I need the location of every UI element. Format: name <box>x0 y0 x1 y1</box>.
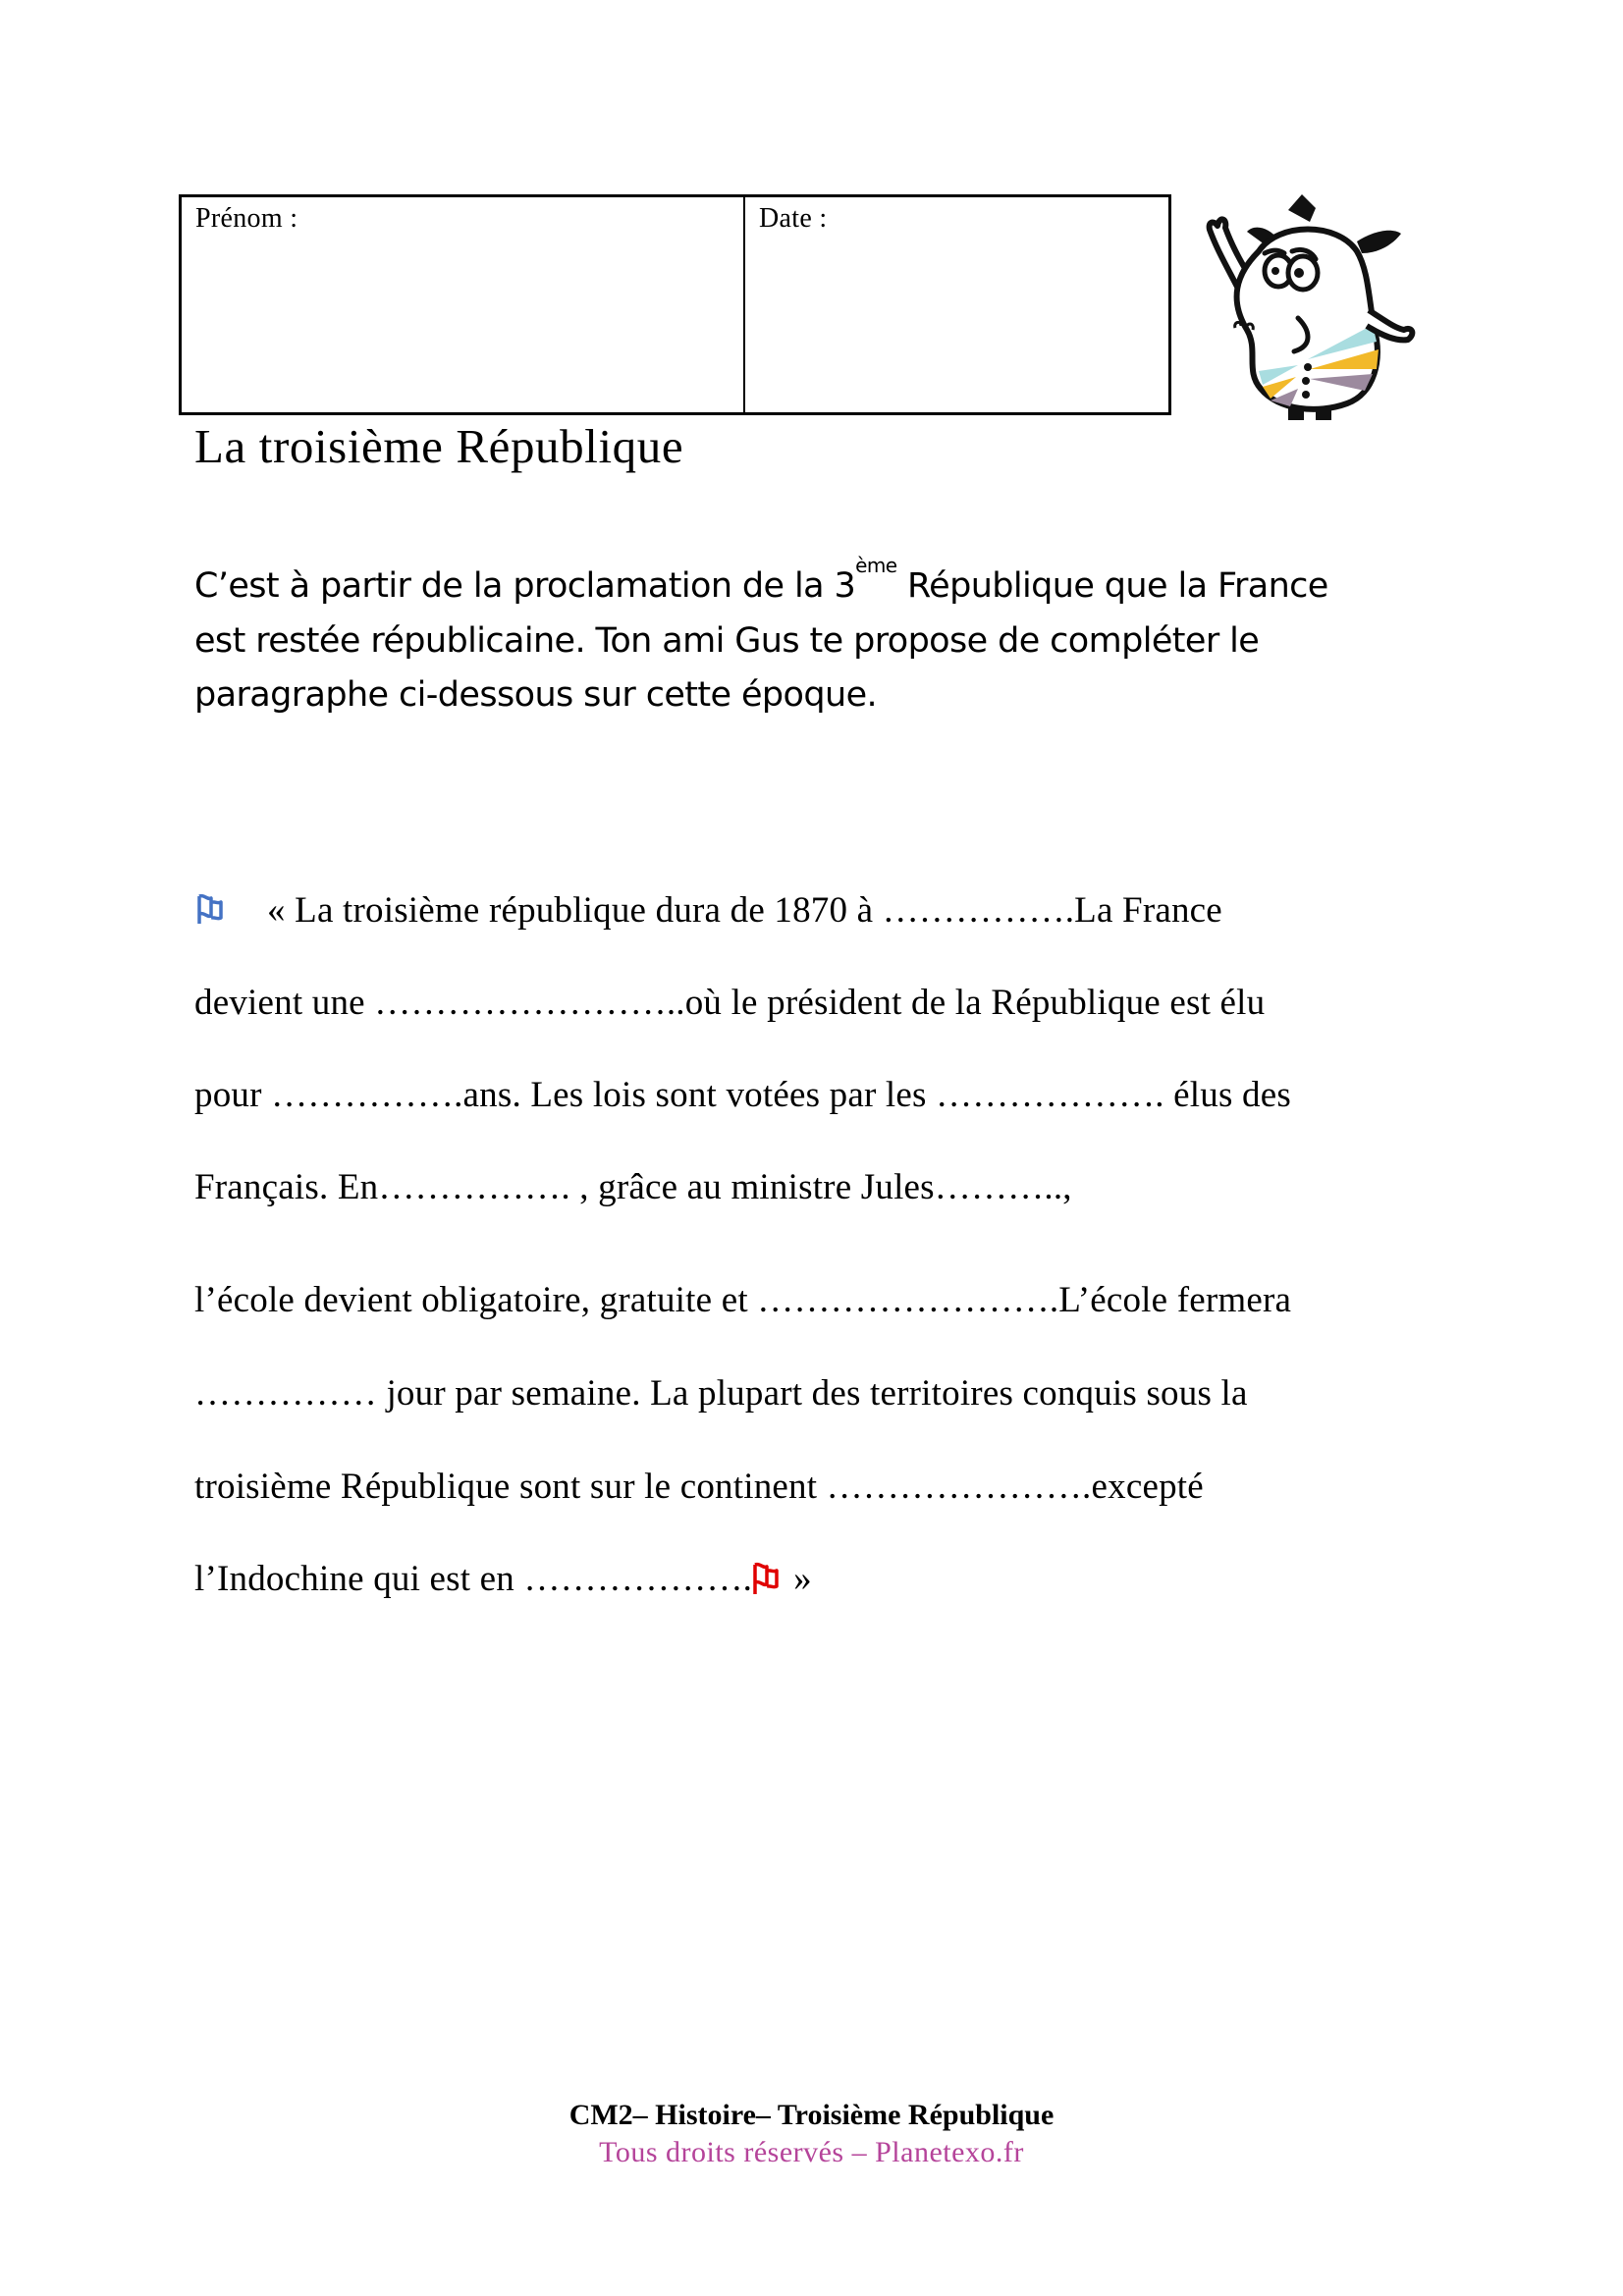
exercise-line: Français. En……………. , grâce au ministre Jules……….., <box>194 1167 1072 1207</box>
flag-icon <box>750 1561 780 1596</box>
exercise-line <box>194 889 1222 932</box>
exercise-line: l’école devient obligatoire, gratuite et …………………….L’école fermera <box>194 1280 1292 1320</box>
name-date-table <box>179 194 1171 415</box>
instructions-line: est restée républicaine. Ton ami Gus te propose de compléter le <box>194 620 1260 661</box>
closing-quote: » <box>793 1559 812 1599</box>
date-label: Date : <box>759 203 828 234</box>
exercise-line <box>194 1558 812 1600</box>
page-title: La troisième République <box>194 419 684 473</box>
first-name-field[interactable] <box>182 197 745 412</box>
instructions-line: paragraphe ci-dessous sur cette époque. <box>194 675 878 715</box>
exercise-line: troisième République sont sur le continent ………………….excepté <box>194 1467 1204 1507</box>
ordinal-superscript: ème <box>855 554 897 577</box>
exercise-line: …………… jour par semaine. La plupart des territoires conquis sous la <box>194 1373 1248 1414</box>
first-name-label: Prénom : <box>195 203 298 234</box>
footer-copyright: Tous droits réservés – Planetexo.fr <box>599 2136 1024 2168</box>
date-field[interactable] <box>745 197 1168 412</box>
footer-course: CM2– Histoire– Troisième République <box>568 2099 1055 2131</box>
exercise-text: l’Indochine qui est en ………………. <box>194 1559 753 1599</box>
flag-icon <box>194 892 224 928</box>
instructions-text: République que la France <box>896 566 1328 606</box>
instructions <box>194 554 1432 723</box>
instructions-text: C’est à partir de la proclamation de la 3 <box>194 566 856 606</box>
exercise-line: pour …………….ans. Les lois sont votées par les ………………. élus des <box>194 1075 1291 1115</box>
gus-mascot-icon <box>1200 192 1418 420</box>
exercise-text: « La troisième république dura de 1870 à …………….La France <box>267 890 1222 931</box>
exercise-line: devient une ……………………..où le président de la République est élu <box>194 983 1266 1023</box>
instructions-line <box>194 554 1432 614</box>
